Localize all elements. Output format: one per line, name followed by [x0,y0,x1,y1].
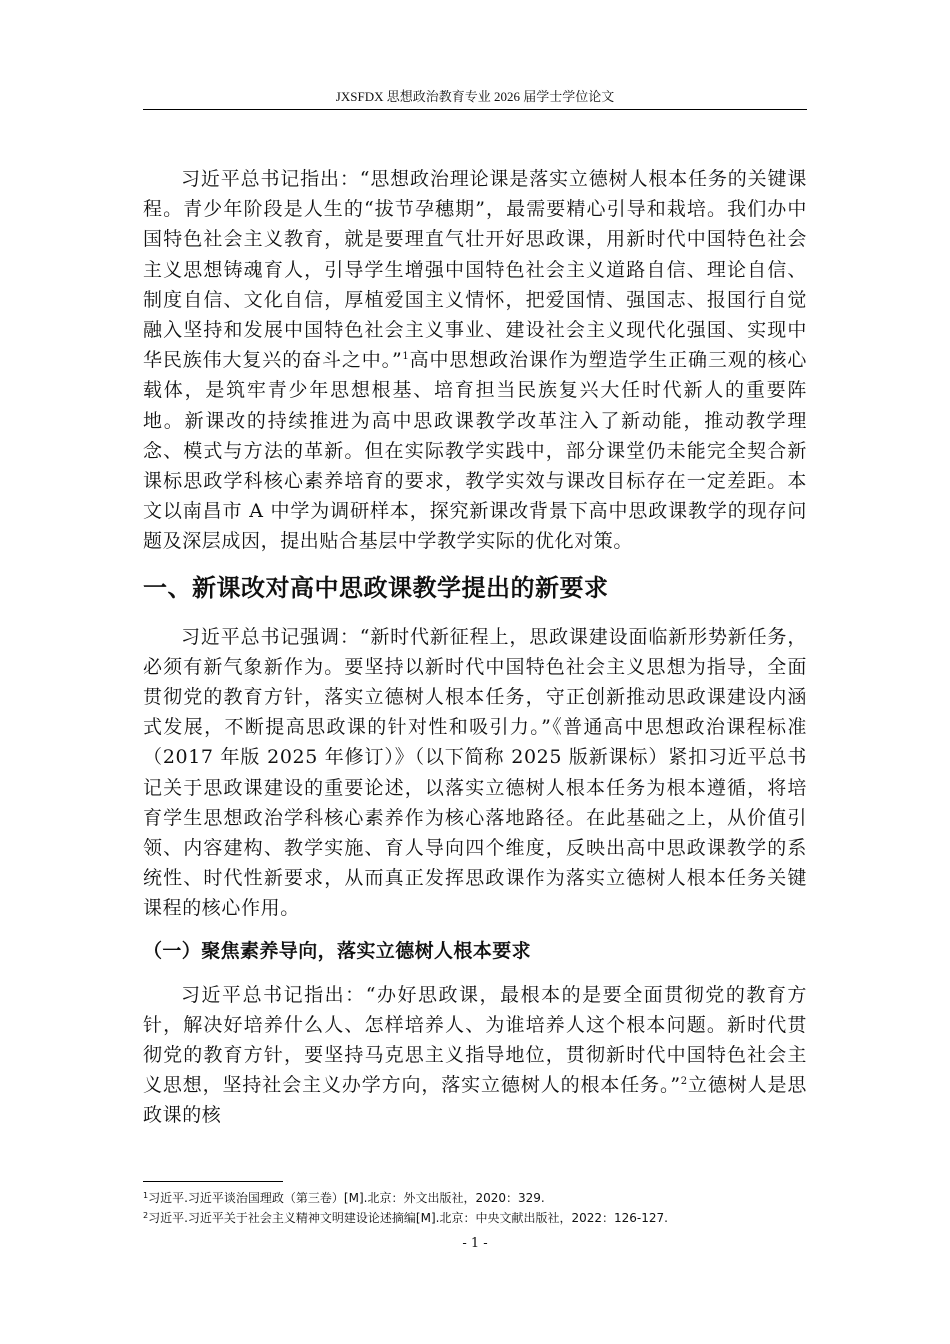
intro-paragraph [143,164,807,557]
footnote-rule [143,1181,283,1182]
intro-text-1: 习近平总书记指出：“思想政治理论课是落实立德树人根本任务的关键课程。青少年阶段是人生的“拔节孕穗期”，最需要精心引导和栽培。我们办中国特色社会主义教育，就是要理直气壮开好思政课，用新时代中国特色社会主义思想铸魂育人，引导学生增强中国特色社会主义道路自信、理论自信、制度自信、文化自信，厚植爱国主义情怀，把爱国情、强国志、报国行自觉融入坚持和发展中国特色社会主义事业、建设社会主义现代化强国、实现中华民族伟大复兴的奋斗之中。” [143,168,807,372]
footnote-1 [143,1188,807,1208]
footnote-ref-1[interactable]: 1 [402,351,410,363]
running-header: JXSFDX 思想政治教育专业 2026 届学士学位论文 [335,89,615,104]
subsection1-text-1: 习近平总书记指出：“办好思政课，最根本的是要全面贯彻党的教育方针，解决好培养什么人、怎样培养人、为谁培养人这个根本问题。新时代贯彻党的教育方针，要坚持马克思主义指导地位，贯彻新时代中国特色社会主义思想，坚持社会主义办学方向，落实立德树人的根本任务。” [143,983,807,1097]
footnote-2 [143,1208,807,1228]
subsection1-paragraph [143,980,807,1131]
footnote-2-text: 习近平.习近平关于社会主义精神文明建设论述摘编[M].北京：中央文献出版社，2022：126-127. [148,1211,668,1225]
subsection1-text-2: 立德树人是思政课的核 [143,1074,807,1127]
footnote-ref-2[interactable]: 2 [680,1076,688,1088]
footnote-2-number: 2 [143,1211,149,1220]
section1-paragraph: 习近平总书记强调：“新时代新征程上，思政课建设面临新形势新任务，必须有新气象新作为。要坚持以新时代中国特色社会主义思想为指导，全面贯彻党的教育方针，落实立德树人根本任务，守正创新推动思政课建设内涵式发展，不断提高思政课的针对性和吸引力。”《普通高中思想政治课程标准（2017 年版 2025 年修订）》（以下简称 2025 版新课标）紧扣习近平总书记关于思政课建设的重要论述，以落实立德树人根本任务为根本遵循，将培育学生思想政治学科核心素养作为核心落地路径。在此基础之上，从价值引领、内容建构、教学实施、育人导向四个维度，反映出高中思政课教学的系统性、时代性新要求，从而真正发挥思政课作为落实立德树人根本任务关键课程的核心作用。 [143,625,807,920]
section-heading-1: 一、新课改对高中思政课教学提出的新要求 [143,573,609,602]
subsection-heading-1: （一）聚焦素养导向，落实立德树人根本要求 [143,939,532,962]
footnote-1-number: 1 [143,1191,149,1200]
document-body [143,164,807,1131]
intro-text-2: 高中思想政治课作为塑造学生正确三观的核心载体，是筑牢青少年思想根基、培育担当民族复兴大任时代新人的重要阵地。新课改的持续推进为高中思政课教学改革注入了新动能，推动教学理念、模式与方法的革新。但在实际教学实践中，部分课堂仍未能完全契合新课标思政学科核心素养培育的要求，教学实效与课改目标存在一定差距。本文以南昌市 A 中学为调研样本，探究新课改背景下高中思政课教学的现存问题及深层成因，提出贴合基层中学教学实际的优化对策。 [143,349,807,553]
page-number: - 1 - [462,1236,488,1251]
footnote-1-text: 习近平.习近平谈治国理政（第三卷）[M].北京：外文出版社，2020：329. [148,1191,545,1205]
footnotes [143,1188,807,1228]
header-rule [143,109,807,110]
